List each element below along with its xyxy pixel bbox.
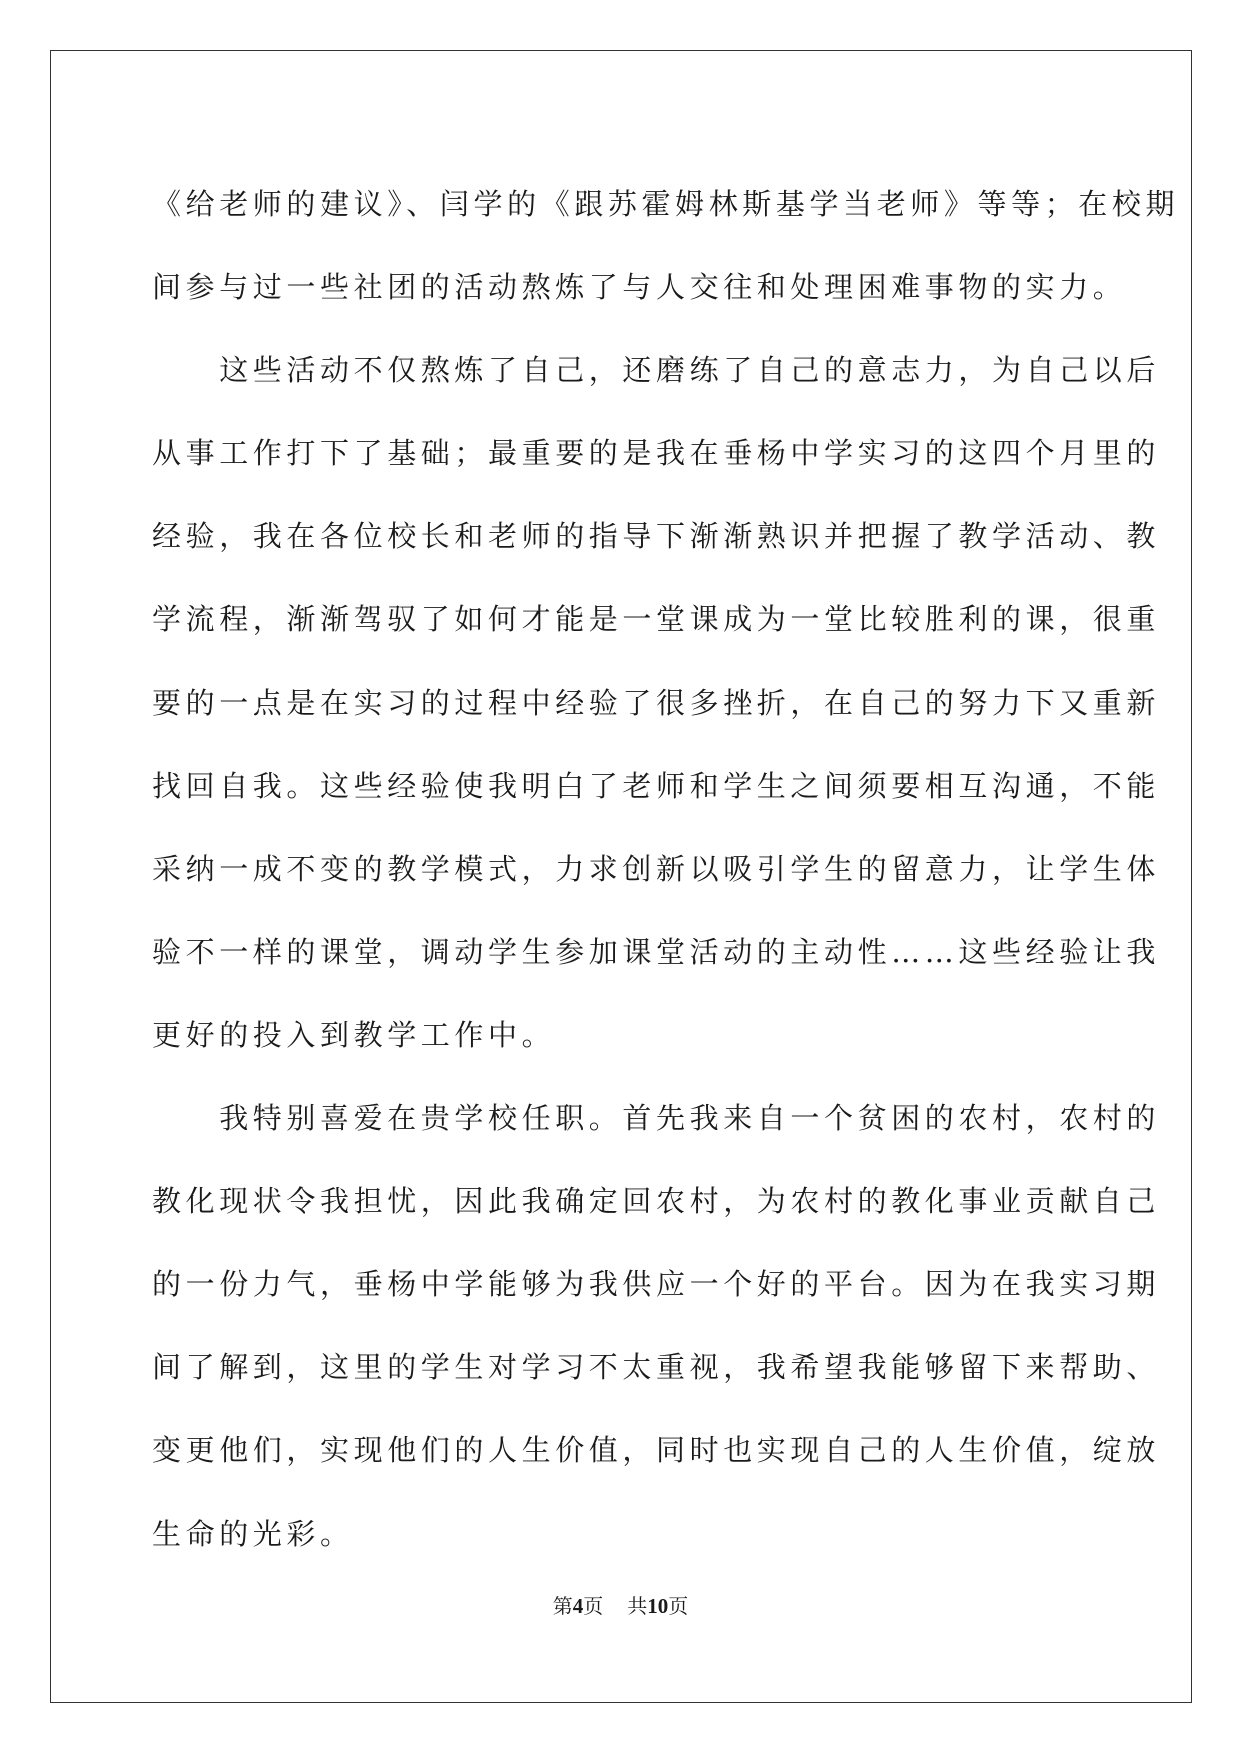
text-line: 《给老师的建议》、闫学的《跟苏霍姆林斯基学当老师》等等；在校期	[152, 187, 1180, 221]
page-footer	[0, 1590, 1241, 1619]
text-line: 的一份力气，垂杨中学能够为我供应一个好的平台。因为在我实习期	[152, 1267, 1161, 1302]
text-line: 生命的光彩。	[152, 1516, 354, 1551]
text-line: 找回自我。这些经验使我明白了老师和学生之间须要相互沟通，不能	[152, 768, 1161, 803]
text-line: 要的一点是在实习的过程中经验了很多挫折，在自己的努力下又重新	[152, 685, 1161, 720]
page-number-total: 10	[647, 1594, 669, 1618]
text-line: 间了解到，这里的学生对学习不太重视，我希望我能够留下来帮助、	[152, 1350, 1161, 1385]
text-line: 从事工作打下了基础；最重要的是我在垂杨中学实习的这四个月里的	[152, 436, 1161, 471]
page-number-suffix: 页	[583, 1594, 604, 1618]
page-number-prefix: 第	[552, 1594, 573, 1618]
text-line: 经验，我在各位校长和老师的指导下渐渐熟识并把握了教学活动、教	[152, 519, 1161, 554]
text-line: 更好的投入到教学工作中。	[152, 1017, 556, 1052]
text-line: 教化现状令我担忧，因此我确定回农村，为农村的教化事业贡献自己	[152, 1184, 1161, 1219]
document-body	[152, 163, 1180, 1576]
text-line: 采纳一成不变的教学模式，力求创新以吸引学生的留意力，让学生体	[152, 851, 1161, 886]
text-line: 变更他们，实现他们的人生价值，同时也实现自己的人生价值，绽放	[152, 1433, 1161, 1468]
text-line: 这些活动不仅熬炼了自己，还磨练了自己的意志力，为自己以后	[152, 353, 1161, 388]
page-total-suffix: 页	[668, 1594, 689, 1618]
text-line: 验不一样的课堂，调动学生参加课堂活动的主动性……这些经验让我	[152, 934, 1161, 969]
page-total-prefix: 共	[627, 1594, 648, 1618]
page-number-current: 4	[572, 1594, 584, 1618]
text-line: 学流程，渐渐驾驭了如何才能是一堂课成为一堂比较胜利的课，很重	[152, 602, 1161, 637]
text-line: 间参与过一些社团的活动熬炼了与人交往和处理困难事物的实力。	[152, 270, 1127, 305]
text-line: 我特别喜爱在贵学校任职。首先我来自一个贫困的农村，农村的	[152, 1101, 1161, 1136]
